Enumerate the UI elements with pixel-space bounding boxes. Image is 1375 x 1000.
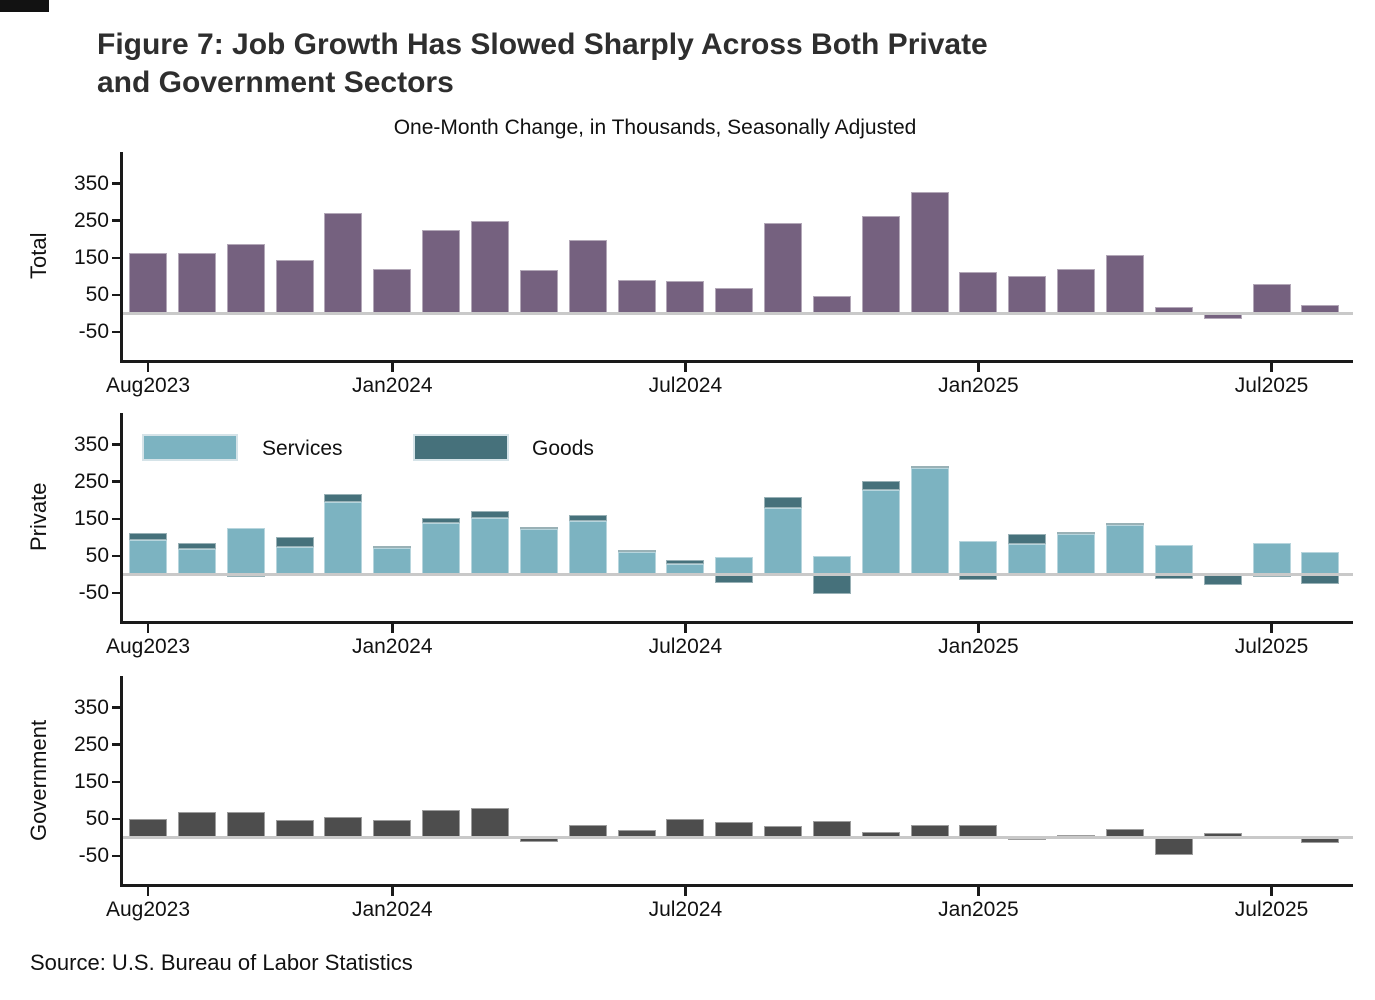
x-tick-label: Jan2024	[351, 898, 433, 921]
bar-services-Aug2023	[129, 540, 167, 574]
bar-goods-Feb2024	[422, 518, 460, 522]
figure-title	[97, 26, 988, 102]
bar-total-Oct2024	[813, 296, 851, 313]
y-tick-label: -50	[78, 320, 109, 344]
legend-swatch-services	[142, 434, 238, 461]
bar-goods-Jun2024	[618, 550, 656, 552]
bar-total-Sep2023	[178, 253, 216, 313]
bar-services-May2025	[1155, 545, 1193, 575]
bar-goods-May2024	[569, 515, 607, 521]
y-tick-mark	[112, 555, 120, 558]
bar-total-Mar2024	[471, 221, 509, 313]
bar-goods-Mar2025	[1057, 532, 1095, 534]
ylabel-total: Total	[26, 232, 51, 280]
y-tick-label: 250	[73, 208, 109, 232]
x-tick-mark	[684, 887, 687, 896]
y-tick-label: -50	[78, 581, 109, 605]
y-tick-mark	[112, 294, 120, 297]
figure-title-line-1: Figure 7: Job Growth Has Slowed Sharply Across Both Private	[97, 28, 988, 61]
plot-government	[73, 676, 1353, 921]
bar-services-Dec2024	[911, 468, 949, 575]
x-tick-mark	[977, 363, 980, 372]
bar-services-Mar2025	[1057, 534, 1095, 575]
y-tick-label: 150	[73, 506, 109, 530]
bar-goods-Jul2024	[666, 560, 704, 564]
y-tick-mark	[112, 219, 120, 222]
zero-line	[123, 836, 1353, 839]
bar-goods-Dec2023	[324, 494, 362, 502]
ylabel-government: Government	[26, 719, 51, 841]
bar-goods-Dec2024	[911, 466, 949, 468]
x-tick-label: Aug2023	[105, 374, 191, 397]
x-tick-label: Jul2025	[1234, 374, 1309, 397]
bar-total-Jul2025	[1253, 284, 1291, 313]
bar-total-Nov2024	[862, 216, 900, 314]
x-tick-mark	[977, 624, 980, 633]
bar-total-Jan2025	[959, 272, 997, 313]
x-tick-mark	[1270, 624, 1273, 633]
y-tick-mark	[112, 480, 120, 483]
figure-subtitle: One-Month Change, in Thousands, Seasonally Adjusted	[393, 116, 917, 139]
bar-services-Nov2023	[276, 547, 314, 575]
y-tick-label: 350	[73, 695, 109, 719]
bar-government-Nov2023	[276, 820, 314, 837]
bar-goods-Oct2024	[813, 575, 851, 595]
bar-goods-Aug2023	[129, 533, 167, 540]
zero-line	[123, 573, 1353, 576]
legend-label-services: Services	[262, 437, 343, 460]
bar-goods-Nov2023	[276, 537, 314, 546]
y-tick-label: 250	[73, 469, 109, 493]
bar-government-Feb2024	[422, 810, 460, 837]
x-tick-mark	[977, 887, 980, 896]
y-tick-label: 150	[73, 769, 109, 793]
bar-goods-Jan2024	[373, 546, 411, 548]
bar-services-Apr2025	[1106, 525, 1144, 574]
y-tick-label: 350	[73, 171, 109, 195]
plot-total	[73, 152, 1353, 397]
x-tick-label: Jan2024	[351, 374, 433, 397]
bar-services-Feb2025	[1008, 544, 1046, 574]
x-tick-mark	[1270, 887, 1273, 896]
bar-total-Jul2024	[666, 281, 704, 314]
bar-government-Aug2023	[129, 819, 167, 838]
bar-total-Dec2024	[911, 192, 949, 313]
bar-services-Jan2024	[373, 548, 411, 575]
y-tick-mark	[112, 855, 120, 858]
bar-total-Apr2024	[520, 270, 558, 314]
y-tick-label: 50	[85, 544, 109, 567]
y-tick-label: 350	[73, 432, 109, 456]
x-tick-label: Aug2023	[105, 898, 191, 921]
bar-government-Dec2023	[324, 817, 362, 837]
x-tick-mark	[391, 363, 394, 372]
y-tick-label: 250	[73, 732, 109, 756]
bar-total-May2024	[569, 240, 607, 313]
bar-goods-Sep2023	[178, 543, 216, 549]
x-tick-label: Jul2024	[648, 374, 723, 397]
y-tick-mark	[112, 182, 120, 185]
x-tick-mark	[1270, 363, 1273, 372]
bar-government-Mar2024	[471, 808, 509, 838]
bar-services-Oct2023	[227, 528, 265, 574]
x-tick-mark	[147, 887, 150, 896]
y-tick-mark	[112, 443, 120, 446]
zero-line	[123, 312, 1353, 315]
y-tick-mark	[112, 257, 120, 260]
x-tick-label: Jul2025	[1234, 635, 1309, 658]
bar-goods-Sep2024	[764, 497, 802, 508]
bar-total-Oct2023	[227, 244, 265, 313]
y-tick-mark	[112, 518, 120, 521]
y-tick-label: 150	[73, 245, 109, 269]
bar-government-Oct2023	[227, 812, 265, 837]
bar-services-Sep2023	[178, 549, 216, 575]
y-tick-label: -50	[78, 844, 109, 868]
bar-goods-Nov2024	[862, 481, 900, 490]
legend-swatch-goods	[413, 434, 509, 461]
source-note: Source: U.S. Bureau of Labor Statistics	[30, 950, 413, 975]
bar-services-Oct2024	[813, 556, 851, 575]
bar-total-Feb2024	[422, 230, 460, 313]
bar-government-Jan2024	[373, 820, 411, 837]
bar-services-Sep2024	[764, 508, 802, 575]
bar-total-Feb2025	[1008, 276, 1046, 314]
figure-title-line-2: and Government Sectors	[97, 66, 454, 99]
x-tick-label: Jul2024	[648, 898, 723, 921]
x-tick-mark	[147, 624, 150, 633]
x-tick-mark	[684, 624, 687, 633]
corner-mark	[0, 0, 49, 12]
plot-private	[73, 413, 1353, 658]
y-tick-mark	[112, 743, 120, 746]
bar-goods-Mar2024	[471, 511, 509, 517]
bar-services-Jun2024	[618, 552, 656, 575]
x-tick-mark	[684, 363, 687, 372]
bar-services-Aug2025	[1301, 552, 1339, 575]
x-tick-label: Jul2025	[1234, 898, 1309, 921]
bar-goods-Feb2025	[1008, 534, 1046, 544]
bar-goods-Apr2025	[1106, 523, 1144, 525]
bar-total-Jun2024	[618, 280, 656, 313]
x-tick-label: Jul2024	[648, 635, 723, 658]
y-tick-mark	[112, 706, 120, 709]
bar-goods-Apr2024	[520, 527, 558, 529]
bar-total-Jan2024	[373, 269, 411, 314]
bar-government-Sep2023	[178, 812, 216, 837]
y-tick-label: 50	[85, 807, 109, 830]
x-tick-mark	[391, 624, 394, 633]
x-tick-label: Aug2023	[105, 635, 191, 658]
bar-services-May2024	[569, 521, 607, 575]
bar-services-Dec2023	[324, 502, 362, 574]
bar-services-Mar2024	[471, 518, 509, 575]
x-tick-mark	[391, 887, 394, 896]
y-tick-label: 50	[85, 283, 109, 306]
legend-label-goods: Goods	[532, 437, 594, 460]
bar-total-Aug2024	[715, 288, 753, 314]
y-tick-mark	[112, 331, 120, 334]
bar-services-Jan2025	[959, 541, 997, 574]
bar-services-Aug2024	[715, 557, 753, 575]
ylabel-private: Private	[26, 482, 51, 552]
bar-services-Apr2024	[520, 529, 558, 574]
bar-total-Aug2023	[129, 253, 167, 313]
y-tick-mark	[112, 781, 120, 784]
bar-government-May2025	[1155, 838, 1193, 855]
bar-services-Feb2024	[422, 523, 460, 575]
y-tick-mark	[112, 818, 120, 821]
bar-government-Jul2024	[666, 819, 704, 837]
bar-total-Sep2024	[764, 223, 802, 314]
x-tick-label: Jan2025	[938, 635, 1019, 658]
bar-services-Jul2025	[1253, 543, 1291, 574]
x-tick-label: Jan2025	[938, 898, 1019, 921]
bar-goods-Jun2025	[1204, 575, 1242, 585]
bar-total-Dec2023	[324, 213, 362, 314]
bar-total-Nov2023	[276, 260, 314, 313]
x-tick-label: Jan2025	[938, 374, 1019, 397]
x-tick-label: Jan2024	[351, 635, 433, 658]
bar-services-Nov2024	[862, 490, 900, 574]
x-tick-mark	[147, 363, 150, 372]
bar-total-Mar2025	[1057, 269, 1095, 314]
bar-total-Apr2025	[1106, 255, 1144, 314]
y-tick-mark	[112, 592, 120, 595]
